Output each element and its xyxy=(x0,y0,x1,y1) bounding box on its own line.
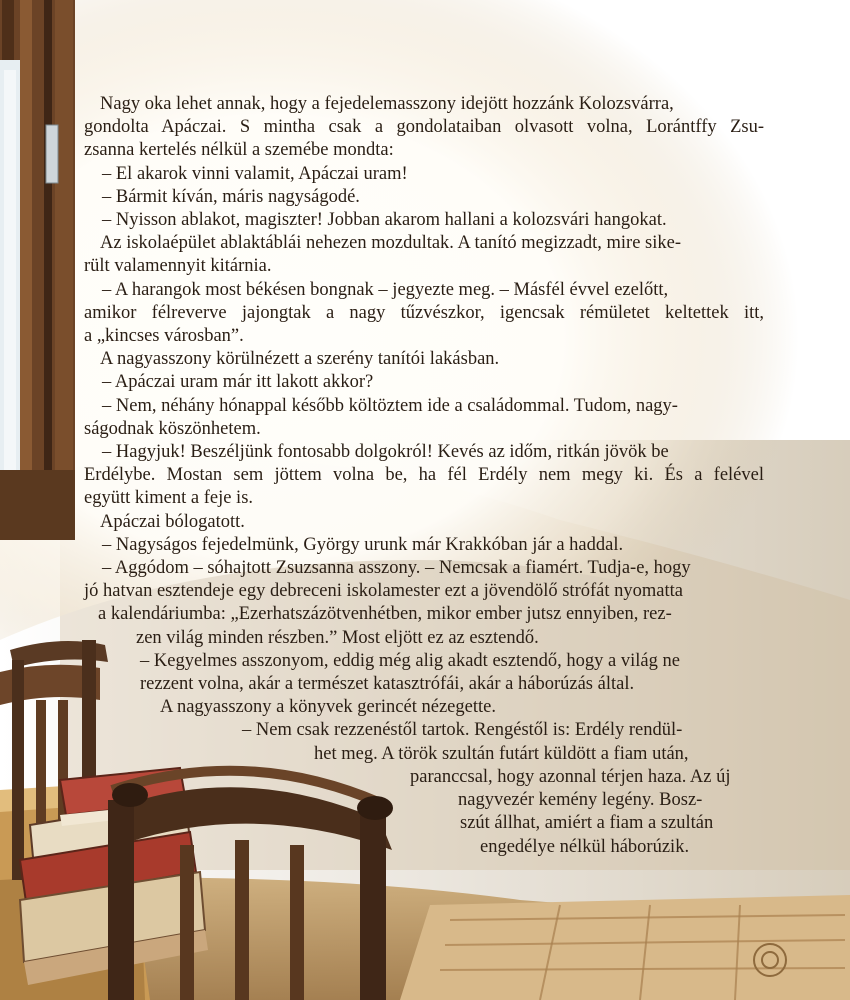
text-line: szút állhat, amiért a fiam a szultán xyxy=(460,813,714,834)
text-line: zsanna kertelés nélkül a szemébe mondta: xyxy=(84,140,394,161)
text-line: együtt kiment a feje is. xyxy=(84,488,254,509)
text-line: – A harangok most békésen bongnak – jegyezte meg. – Másfél évvel ezelőtt, xyxy=(102,279,669,300)
text-line: – Nem csak rezzenéstől tartok. Rengéstől is: Erdély rendül- xyxy=(242,720,683,741)
text-line: zen világ minden részben.” Most eljött ez az esztendő. xyxy=(136,627,539,648)
text-line: A nagyasszony körülnézett a szerény tanítói lakásban. xyxy=(100,349,500,370)
text-line: – El akarok vinni valamit, Apáczai uram! xyxy=(102,163,408,184)
text-line: Apáczai bólogatott. xyxy=(100,511,245,532)
text-line: – Nyisson ablakot, magiszter! Jobban akarom hallani a kolozsvári hangokat. xyxy=(102,210,667,231)
text-line: – Nem, néhány hónappal később költöztem ide a családommal. Tudom, nagy- xyxy=(102,395,678,416)
text-line: – Nagyságos fejedelmünk, György urunk már Krakkóban jár a haddal. xyxy=(102,534,624,555)
floor-rug xyxy=(400,895,850,1000)
text-line: jó hatvan esztendeje egy debreceni iskolamester ezt a jövendölő strófát nyomatta xyxy=(84,581,683,602)
text-line: – Kegyelmes asszonyom, eddig még alig akadt esztendő, hogy a világ ne xyxy=(140,650,680,671)
story-text xyxy=(84,93,764,859)
text-line: amikor félreverve jajongtak a nagy tűzvészkor, igencsak rémületet keltettek itt, xyxy=(84,302,764,323)
text-line: A nagyasszony a könyvek gerincét nézegette. xyxy=(160,697,496,718)
text-line: paranccsal, hogy azonnal térjen haza. Az új xyxy=(410,766,731,787)
text-line: Az iskolaépület ablaktáblái nehezen mozdultak. A tanító megizzadt, mire sike- xyxy=(100,233,682,254)
text-line: – Hagyjuk! Beszéljünk fontosabb dolgokról! Kevés az időm, ritkán jövök be xyxy=(102,442,669,463)
window-frame xyxy=(0,0,75,540)
text-line: ságodnak köszönhetem. xyxy=(84,418,261,439)
text-line: a „kincses városban”. xyxy=(84,326,244,347)
text-line: het meg. A török szultán futárt küldött a fiam után, xyxy=(314,743,689,764)
text-line: Nagy oka lehet annak, hogy a fejedelemasszony idejött hozzánk Kolozsvárra, xyxy=(100,94,674,114)
text-line: Erdélybe. Mostan sem jöttem volna be, ha fél Erdély nem megy ki. És a felével xyxy=(84,465,764,486)
text-line: engedélye nélkül háborúzik. xyxy=(480,836,690,857)
text-line: – Aggódom – sóhajtott Zsuzsanna asszony. – Nemcsak a fiamért. Tudja-e, hogy xyxy=(102,558,691,579)
text-line: – Bármit kíván, máris nagyságodé. xyxy=(102,186,360,207)
text-line: nagyvezér kemény legény. Bosz- xyxy=(458,790,703,811)
text-line: rezzent volna, akár a természet katasztrófái, akár a háborúzás által. xyxy=(140,674,635,695)
text-line: gondolta Apáczai. S mintha csak a gondolataiban olvasott volna, Lorántffy Zsu- xyxy=(84,117,764,138)
text-line: – Apáczai uram már itt lakott akkor? xyxy=(102,372,374,393)
text-line: rült valamennyit kitárnia. xyxy=(84,256,272,277)
text-line: a kalendáriumba: „Ezerhatszázötvenhétben, mikor ember jutsz ennyiben, rez- xyxy=(98,604,672,625)
